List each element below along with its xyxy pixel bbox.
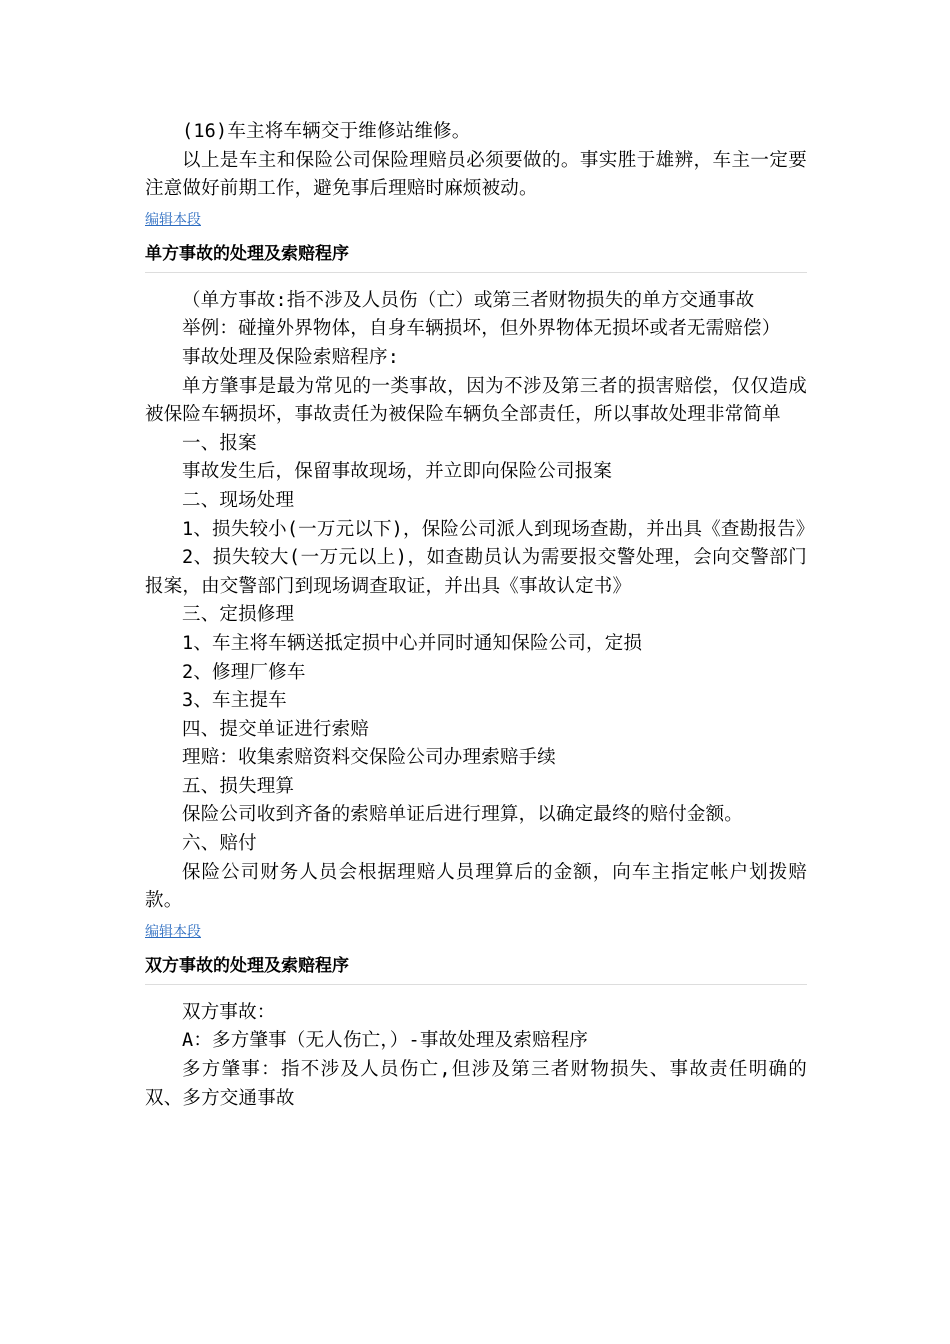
paragraph: 保险公司财务人员会根据理赔人员理算后的金额，向车主指定帐户划拨赔款。 (145, 861, 807, 912)
paragraph: 双方事故： (182, 1001, 276, 1023)
paragraph: 以上是车主和保险公司保险理赔员必须要做的。事实胜于雄辨，车主一定要注意做好前期工作，避免事后理赔时麻烦被动。 (145, 149, 807, 200)
paragraph: 1、车主将车辆送抵定损中心并同时通知保险公司，定损 (182, 632, 643, 654)
paragraph: （单方事故:指不涉及人员伤（亡）或第三者财物损失的单方交通事故 (182, 289, 755, 311)
paragraph: 3、车主提车 (182, 690, 287, 712)
paragraph: A：多方肇事（无人伤亡，）-事故处理及索赔程序 (182, 1030, 589, 1052)
paragraph: 二、现场处理 (182, 489, 295, 511)
paragraph: 六、赔付 (182, 833, 257, 855)
paragraph: 举例：碰撞外界物体，自身车辆损坏，但外界物体无损坏或者无需赔偿） (182, 318, 781, 340)
paragraph: 事故处理及保险索赔程序: (182, 346, 400, 368)
paragraph: 一、报案 (182, 432, 257, 454)
paragraph: 三、定损修理 (182, 604, 295, 626)
paragraph: 1、损失较小(一万元以下)，保险公司派人到现场查勘，并出具《查勘报告》 (182, 518, 815, 540)
edit-section-link[interactable]: 编辑本段 (145, 211, 201, 228)
section-body-single-accident (145, 287, 815, 916)
paragraph: 保险公司收到齐备的索赔单证后进行理算，以确定最终的赔付金额。 (182, 804, 744, 826)
paragraph: 事故发生后，保留事故现场，并立即向保险公司报案 (182, 461, 613, 483)
paragraph: 多方肇事：指不涉及人员伤亡,但涉及第三者财物损失、事故责任明确的双、多方交通事故 (145, 1059, 807, 1109)
paragraph: 2、损失较大(一万元以上)，如查勘员认为需要报交警处理，会向交警部门报案，由交警部门到现场调查取证，并出具《事故认定书》 (145, 547, 807, 597)
paragraph: (16)车主将车辆交于维修站维修。 (182, 121, 471, 142)
section-heading-two-party-accident: 双方事故的处理及索赔程序 (145, 954, 807, 985)
paragraph: 2、修理厂修车 (182, 661, 306, 683)
paragraph: 单方肇事是最为常见的一类事故，因为不涉及第三者的损害赔偿，仅仅造成被保险车辆损坏，事故责任为被保险车辆负全部责任，所以事故处理非常简单 (145, 375, 807, 426)
section-body-two-party-accident (145, 999, 807, 1113)
section-heading-single-accident: 单方事故的处理及索赔程序 (145, 242, 807, 273)
edit-section-link[interactable]: 编辑本段 (145, 923, 201, 940)
paragraph: 四、提交单证进行索赔 (182, 718, 370, 740)
paragraph: 五、损失理算 (182, 775, 295, 797)
paragraph: 理赔：收集索赔资料交保险公司办理索赔手续 (182, 747, 557, 769)
document-page (145, 118, 815, 1113)
